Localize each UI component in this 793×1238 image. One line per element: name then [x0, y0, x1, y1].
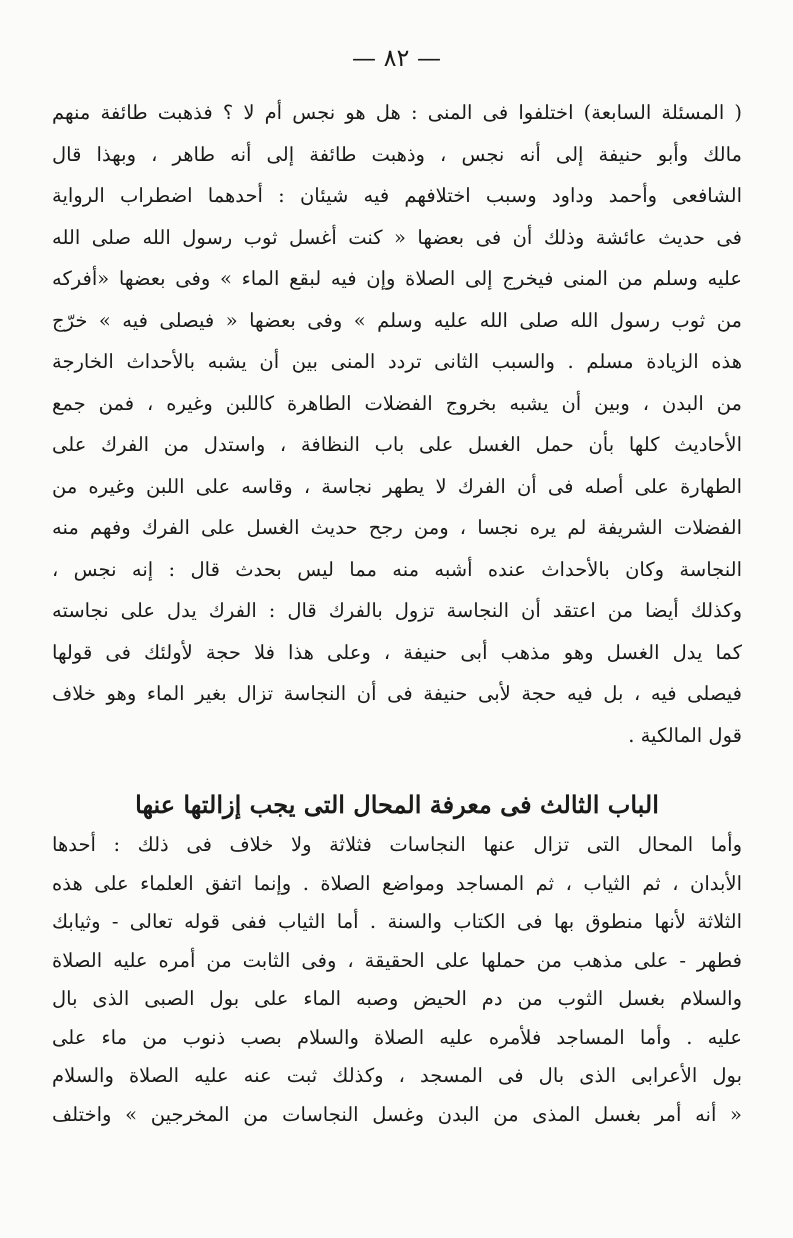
text-line: من ثوب رسول الله صلى الله عليه وسلم » وفى بعضها « فيصلى فيه » خرّج [52, 308, 742, 332]
text-line: فطهر - على مذهب من حملها على الحقيقة ، وفى الثابت من أمره عليه الصلاة [52, 948, 742, 972]
text-line: النجاسة وكان بالأحداث عنده أشبه منه مما ليس بحدث قال : إنه نجس ، [52, 557, 742, 581]
text-line: « أنه أمر بغسل المذى من البدن وغسل النجاسات من المخرجين » واختلف [52, 1102, 742, 1126]
text-line: فى حديث عائشة وذلك أن فى بعضها « كنت أغسل ثوب رسول الله صلى الله [52, 225, 742, 249]
chapter-heading: الباب الثالث فى معرفة المحال التى يجب إزالتها عنها [135, 790, 659, 819]
text-line: الأحاديث كلها بأن حمل الغسل على باب النظافة ، واستدل من الفرك على [52, 433, 742, 456]
text-line: الثلاثة لأنها منطوق بها فى الكتاب والسنة . أما الثياب ففى قوله تعالى - وثيابك [52, 910, 742, 933]
text-line: مالك وأبو حنيفة إلى أنه نجس ، وذهبت طائفة إلى أنه طاهر ، وبهذا قال [52, 142, 742, 166]
paragraph-seventh-issue [52, 92, 742, 756]
text-line: الأبدان ، ثم الثياب ، ثم المساجد ومواضع الصلاة . وإنما اتفق العلماء على هذه [52, 871, 742, 895]
page-number: — ٨٢ — [351, 44, 442, 72]
text-line: فيصلى فيه ، بل فيه حجة لأبى حنيفة فى أن النجاسة تزال بغير الماء وهو خلاف [52, 682, 742, 705]
text-line: وأما المحال التى تزال عنها النجاسات فثلاثة ولا خلاف فى ذلك : أحدها [52, 833, 742, 856]
text-line: عليه . وأما المساجد فلأمره عليه الصلاة والسلام بصب ذنوب من ماء على [52, 1025, 742, 1049]
text-line: كما يدل الغسل وهو مذهب أبى حنيفة ، وعلى هذا فلا حجة لأولئك فى قولها [52, 640, 742, 664]
text-line: قول المالكية . [628, 723, 742, 747]
paragraph-chapter-three [52, 826, 742, 1134]
text-line: بول الأعرابى الذى بال فى المسجد ، وكذلك ثبت عنه عليه الصلاة والسلام [52, 1064, 742, 1087]
text-line: الفضلات الشريفة لم يره نجسا ، ومن رجح حديث الغسل على الفرك وفهم منه [52, 516, 742, 539]
text-line: الطهارة على أصله فى أن الفرك لا يطهر نجاسة ، وقاسه على اللبن وغيره من [52, 474, 742, 498]
text-line: عليه وسلم من المنى فيخرج إلى الصلاة وإن فيه لبقع الماء » وفى بعضها «أفركه [52, 267, 742, 290]
text-line: والسلام بغسل الثوب من دم الحيض وصبه الماء على بول الصبى الذى بال [52, 987, 742, 1010]
text-line: الشافعى وأحمد وداود وسبب اختلافهم فيه شيئان : أحدهما اضطراب الرواية [52, 184, 742, 207]
text-line: ( المسئلة السابعة) اختلفوا فى المنى : هل هو نجس أم لا ؟ فذهبت طائفة منهم [52, 101, 742, 124]
text-line: وكذلك أيضا من اعتقد أن النجاسة تزول بالفرك قال : الفرك يدل على نجاسته [52, 599, 742, 622]
text-line: من البدن ، وبين أن يشبه بخروج الفضلات الطاهرة كاللبن وغيره ، فمن جمع [52, 391, 742, 415]
text-line: هذه الزيادة مسلم . والسبب الثانى تردد المنى بين أن يشبه بالأحداث الخارجة [52, 350, 742, 373]
